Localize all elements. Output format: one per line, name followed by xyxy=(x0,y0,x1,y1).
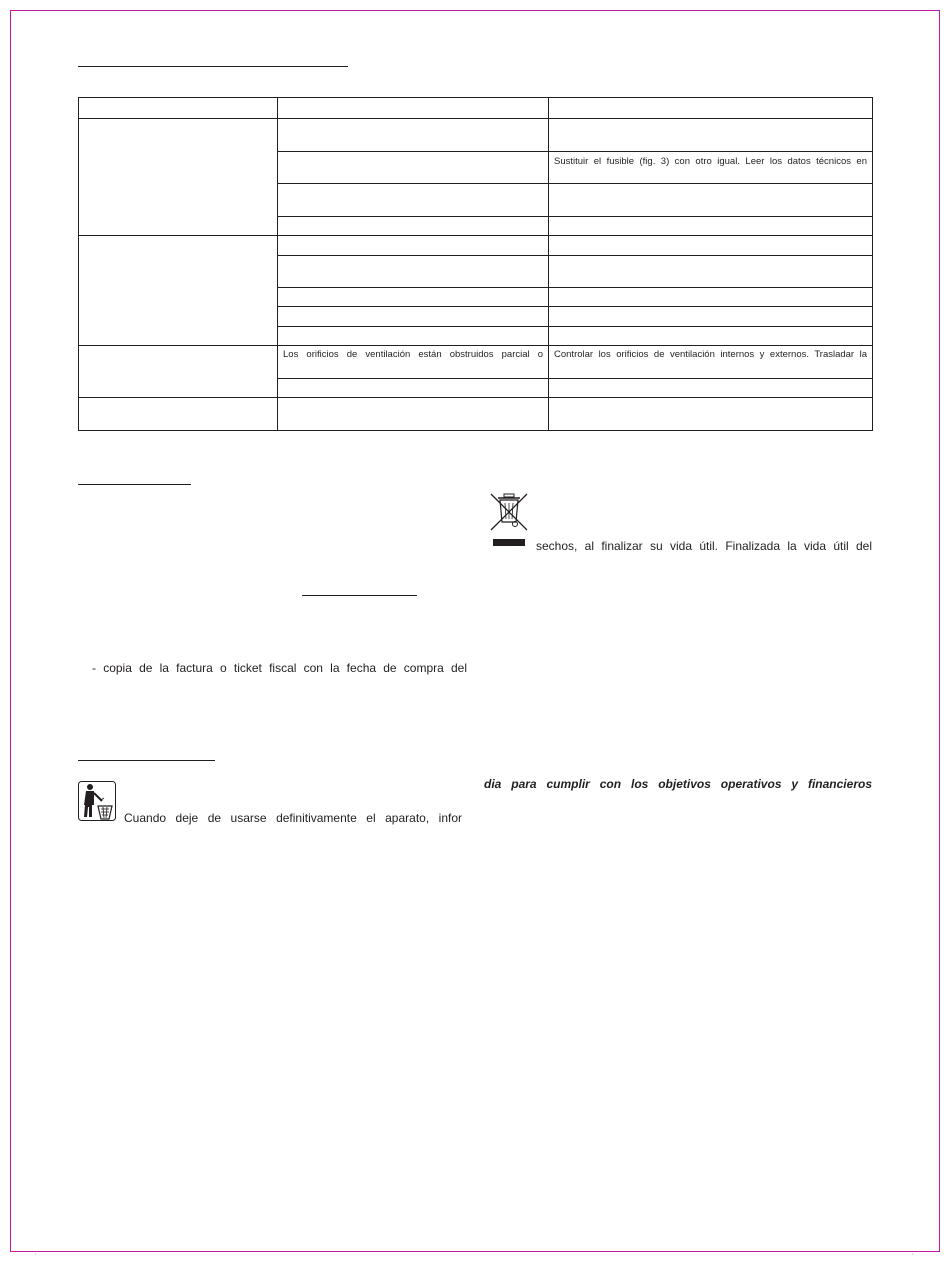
disposal-heading-rule xyxy=(78,760,215,761)
warranty-copy-line: - copia de la factura o ticket fiscal con la fecha de compra del xyxy=(92,661,467,675)
warranty-heading-rule xyxy=(78,484,191,485)
solution-cell xyxy=(549,119,873,152)
solution-cell xyxy=(549,398,873,431)
warranty-underline xyxy=(302,595,417,596)
table-row xyxy=(79,119,873,152)
solution-header-cell xyxy=(549,98,873,119)
solution-cell xyxy=(549,217,873,236)
problem-header-cell xyxy=(79,98,278,119)
table-row xyxy=(79,398,873,431)
solution-cell xyxy=(549,327,873,346)
cause-cell xyxy=(278,398,549,431)
crop-mark: ' xyxy=(35,1254,37,1260)
problem-cell xyxy=(79,236,278,346)
cause-cell xyxy=(278,184,549,217)
troubleshooting-table xyxy=(78,97,873,431)
cause-cell xyxy=(278,256,549,288)
disposal-italic-line: dia para cumplir con los objetivos operativos y financieros xyxy=(484,777,872,791)
solution-cell xyxy=(549,256,873,288)
cause-cell: Los orificios de ventilación están obstruidos parcial o xyxy=(278,346,549,379)
cause-cell xyxy=(278,119,549,152)
problem-cell xyxy=(79,398,278,431)
solution-cell xyxy=(549,288,873,307)
cause-cell xyxy=(278,217,549,236)
cause-cell xyxy=(278,379,549,398)
solution-cell: Controlar los orificios de ventilación internos y externos. Trasladar la xyxy=(549,346,873,379)
cause-header-cell xyxy=(278,98,549,119)
litter-bin-icon xyxy=(78,781,116,821)
table-row xyxy=(79,236,873,256)
solution-cell xyxy=(549,184,873,217)
table-row xyxy=(79,98,873,119)
solution-cell xyxy=(549,379,873,398)
problem-cell xyxy=(79,346,278,398)
cause-cell xyxy=(278,307,549,327)
troubleshooting-heading-rule xyxy=(78,66,348,67)
weee-line: sechos, al finalizar su vida útil. Finalizada la vida útil del xyxy=(536,539,872,553)
crop-mark: ' xyxy=(912,1254,914,1260)
cause-cell xyxy=(278,236,549,256)
cause-cell xyxy=(278,327,549,346)
cause-cell xyxy=(278,288,549,307)
solution-cell xyxy=(549,307,873,327)
disposal-line: Cuando deje de usarse definitivamente el aparato, infor xyxy=(124,811,462,825)
crossed-out-wheelie-bin-icon xyxy=(489,492,529,548)
cause-cell xyxy=(278,152,549,184)
solution-cell: Sustituir el fusible (fig. 3) con otro igual. Leer los datos técnicos en xyxy=(549,152,873,184)
problem-cell xyxy=(79,119,278,236)
solution-cell xyxy=(549,236,873,256)
table-row xyxy=(79,346,873,379)
